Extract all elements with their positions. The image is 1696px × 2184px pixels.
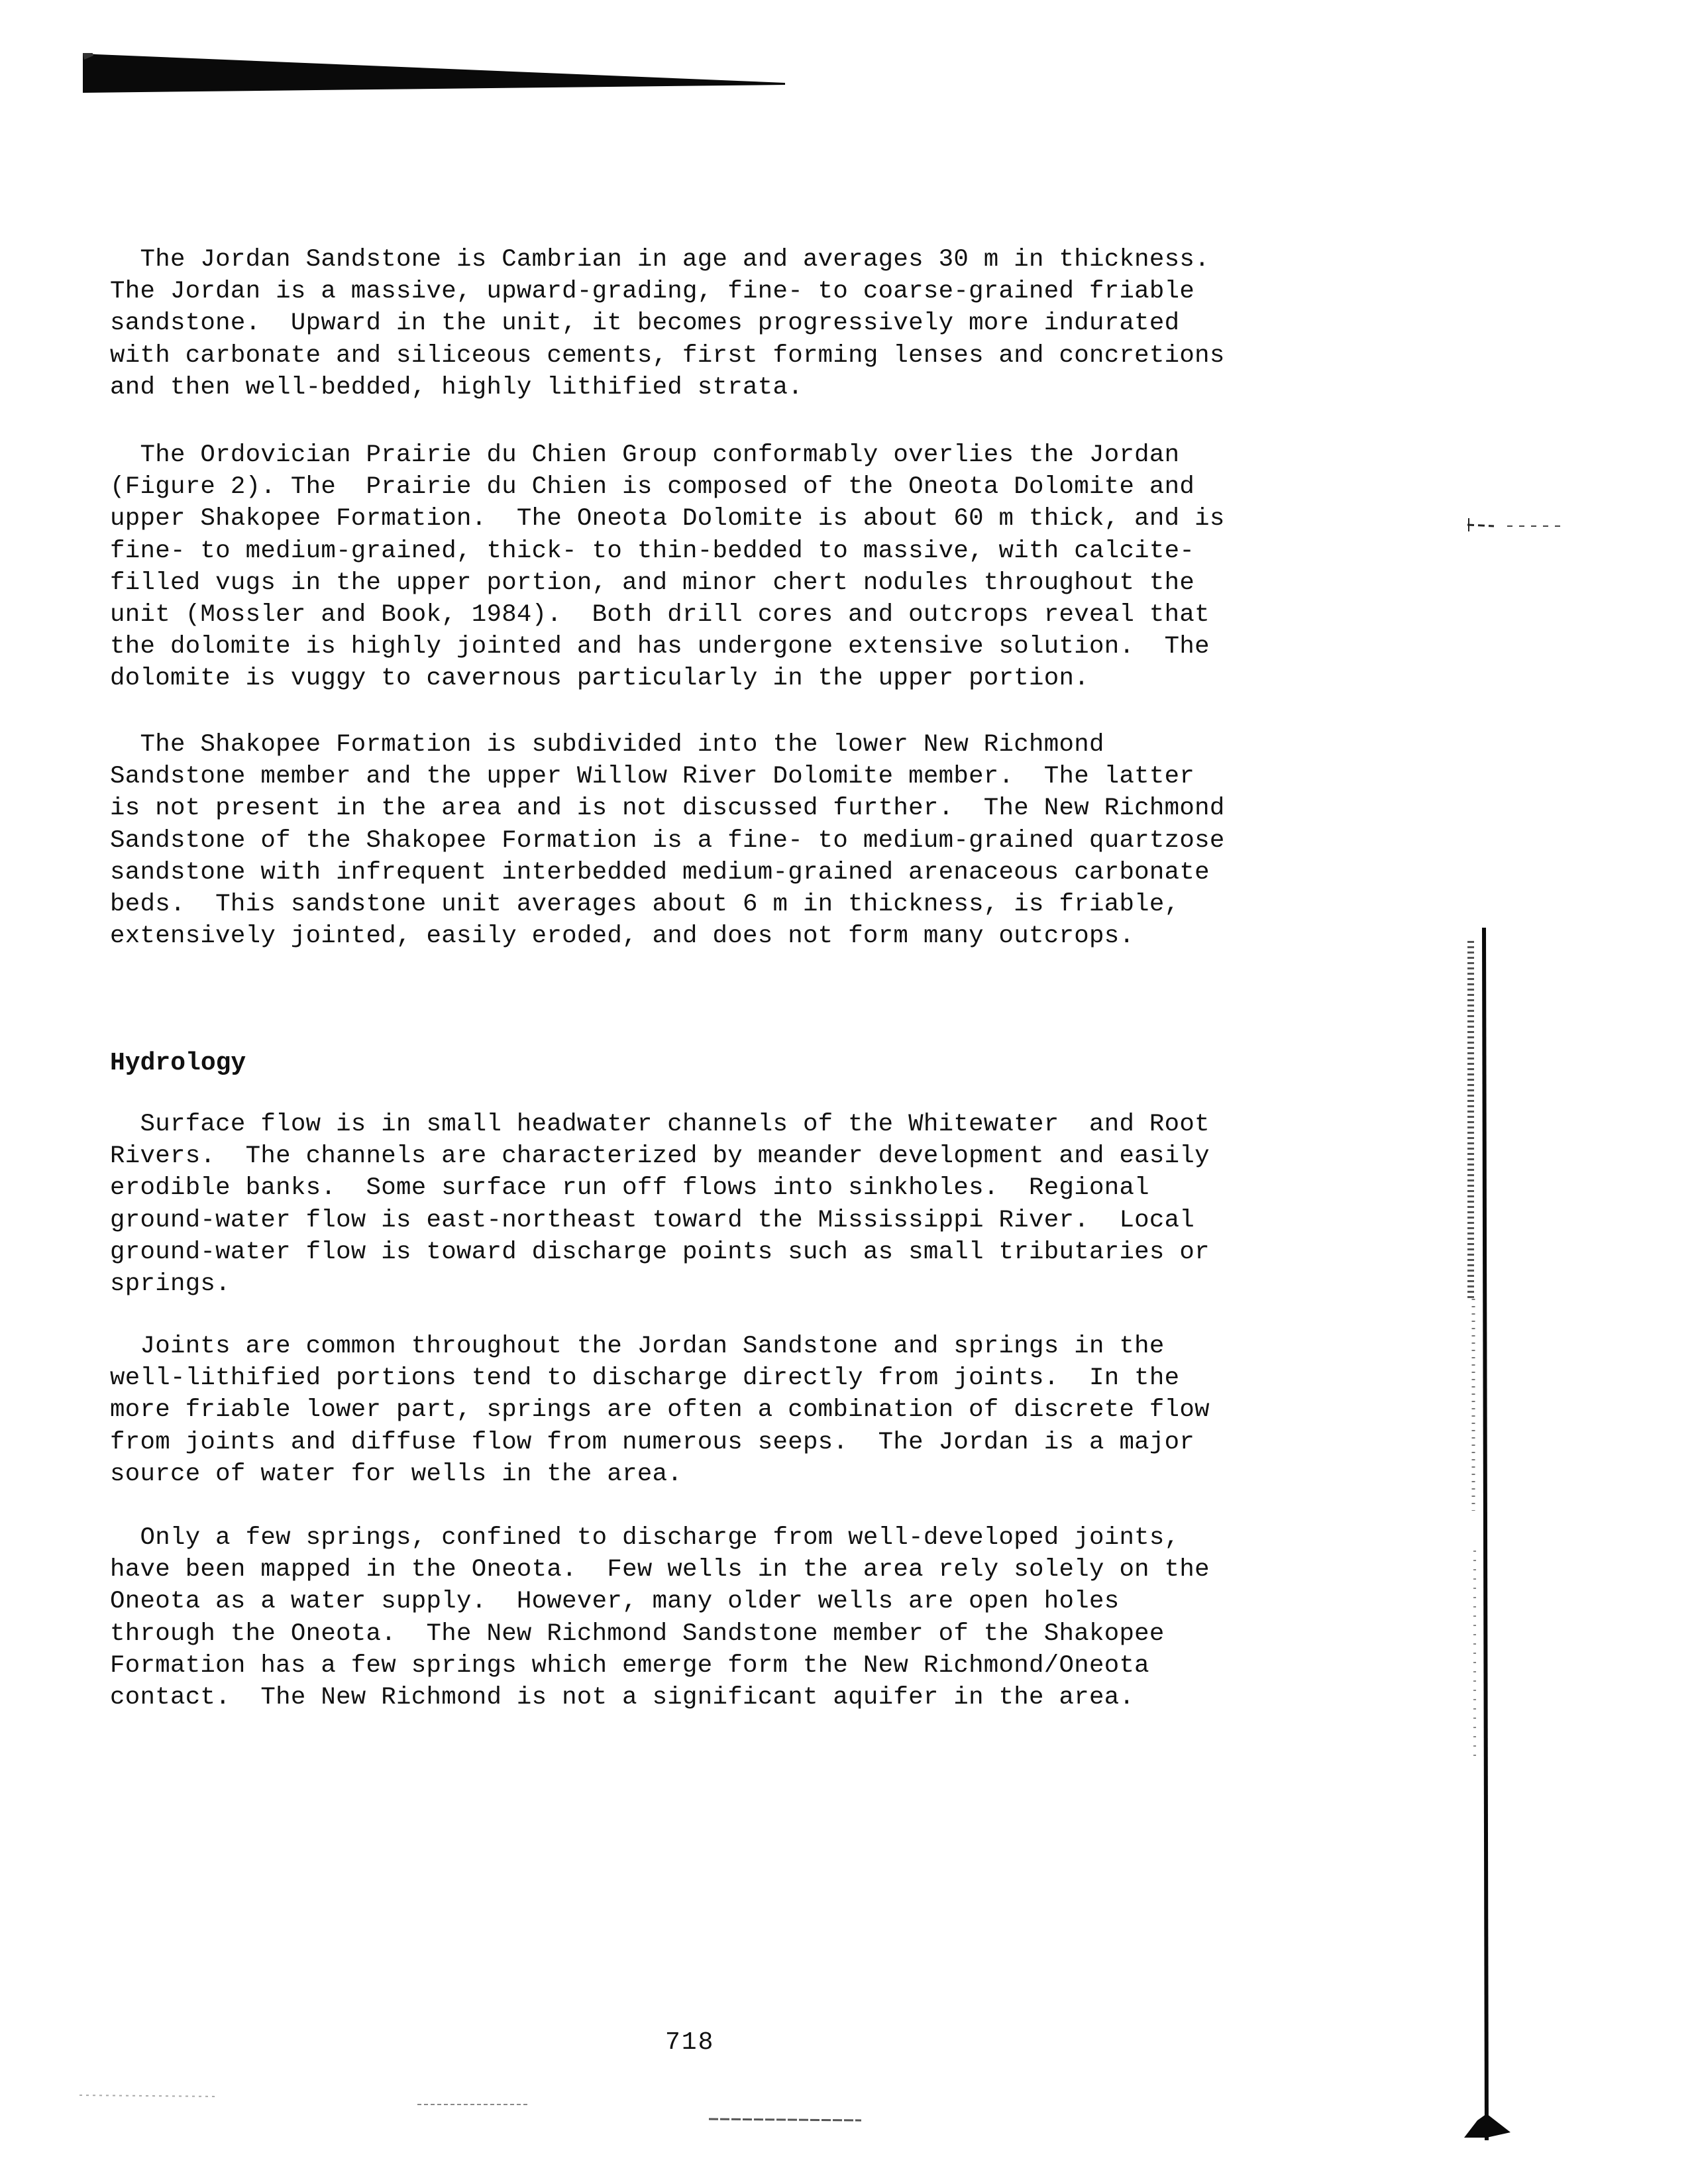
text-line: dolomite is vuggy to cavernous particularly in the upper portion. [110,665,1089,693]
text-line: Sandstone member and the upper Willow River Dolomite member. The latter [110,763,1195,791]
text-line: upper Shakopee Formation. The Oneota Dolomite is about 60 m thick, and is [110,505,1225,533]
paragraph-oneota-springs [110,1522,1316,1714]
text-line: Formation has a few springs which emerge form the New Richmond/Oneota [110,1651,1149,1680]
text-line: The Jordan is a massive, upward-grading, fine- to coarse-grained friable [110,278,1195,306]
text-line: the dolomite is highly jointed and has undergone extensive solution. The [110,633,1210,661]
margin-dash-mark [1467,516,1573,535]
paragraph-surface-flow [110,1109,1316,1300]
text-line: beds. This sandstone unit averages about 6 m in thickness, is friable, [110,890,1180,918]
text-line: ground-water flow is toward discharge points such as small tributaries or [110,1238,1210,1266]
page-number: 718 [665,2028,715,2057]
bottom-scan-smudge [80,2087,941,2127]
text-line: fine- to medium-grained, thick- to thin-bedded to massive, with calcite- [110,537,1195,565]
text-line: erodible banks. Some surface run off flows into sinkholes. Regional [110,1174,1149,1203]
paragraph-joints [110,1331,1316,1490]
text-line: Oneota as a water supply. However, many older wells are open holes [110,1588,1120,1616]
paragraph-prairie-du-chien [110,439,1316,695]
text-line: and then well-bedded, highly lithified strata. [110,373,803,402]
text-line: The Ordovician Prairie du Chien Group conformably overlies the Jordan [110,441,1180,469]
text-line: Rivers. The channels are characterized by meander development and easily [110,1142,1210,1171]
section-heading-hydrology: Hydrology [110,1049,246,1077]
paragraph-jordan-sandstone [110,244,1316,404]
text-line: well-lithified portions tend to discharge directly from joints. In the [110,1364,1180,1393]
text-line: unit (Mossler and Book, 1984). Both drill cores and outcrops reveal that [110,600,1210,629]
text-line: The Jordan Sandstone is Cambrian in age and averages 30 m in thickness. [110,246,1210,274]
text-line: more friable lower part, springs are often a combination of discrete flow [110,1396,1210,1425]
text-line: with carbonate and siliceous cements, first forming lenses and concretions [110,341,1225,370]
text-line: Only a few springs, confined to discharge from well-developed joints, [110,1524,1180,1552]
text-line: The Shakopee Formation is subdivided into the lower New Richmond [110,731,1104,759]
binding-edge-line [1444,928,1524,2147]
text-line: Joints are common throughout the Jordan Sandstone and springs in the [110,1333,1165,1360]
text-line: Sandstone of the Shakopee Formation is a fine- to medium-grained quartzose [110,826,1225,855]
text-line: filled vugs in the upper portion, and minor chert nodules throughout the [110,569,1195,597]
scan-artifact-bar [83,53,785,94]
text-line: from joints and diffuse flow from numerous seeps. The Jordan is a major [110,1428,1195,1456]
text-line: through the Oneota. The New Richmond Sandstone member of the Shakopee [110,1619,1165,1648]
paragraph-shakopee-formation [110,729,1316,952]
text-line: Surface flow is in small headwater channels of the Whitewater and Root [110,1111,1210,1138]
text-line: extensively jointed, easily eroded, and does not form many outcrops. [110,922,1135,951]
text-line: contact. The New Richmond is not a significant aquifer in the area. [110,1683,1135,1712]
text-line: source of water for wells in the area. [110,1460,683,1488]
text-line: sandstone. Upward in the unit, it becomes progressively more indurated [110,309,1180,338]
text-line: springs. [110,1270,231,1298]
text-line: have been mapped in the Oneota. Few wells in the area rely solely on the [110,1556,1210,1584]
text-line: ground-water flow is east-northeast toward the Mississippi River. Local [110,1206,1195,1234]
text-line: is not present in the area and is not discussed further. The New Richmond [110,794,1225,823]
text-line: (Figure 2). The Prairie du Chien is composed of the Oneota Dolomite and [110,473,1195,502]
text-line: sandstone with infrequent interbedded medium-grained arenaceous carbonate [110,858,1210,887]
